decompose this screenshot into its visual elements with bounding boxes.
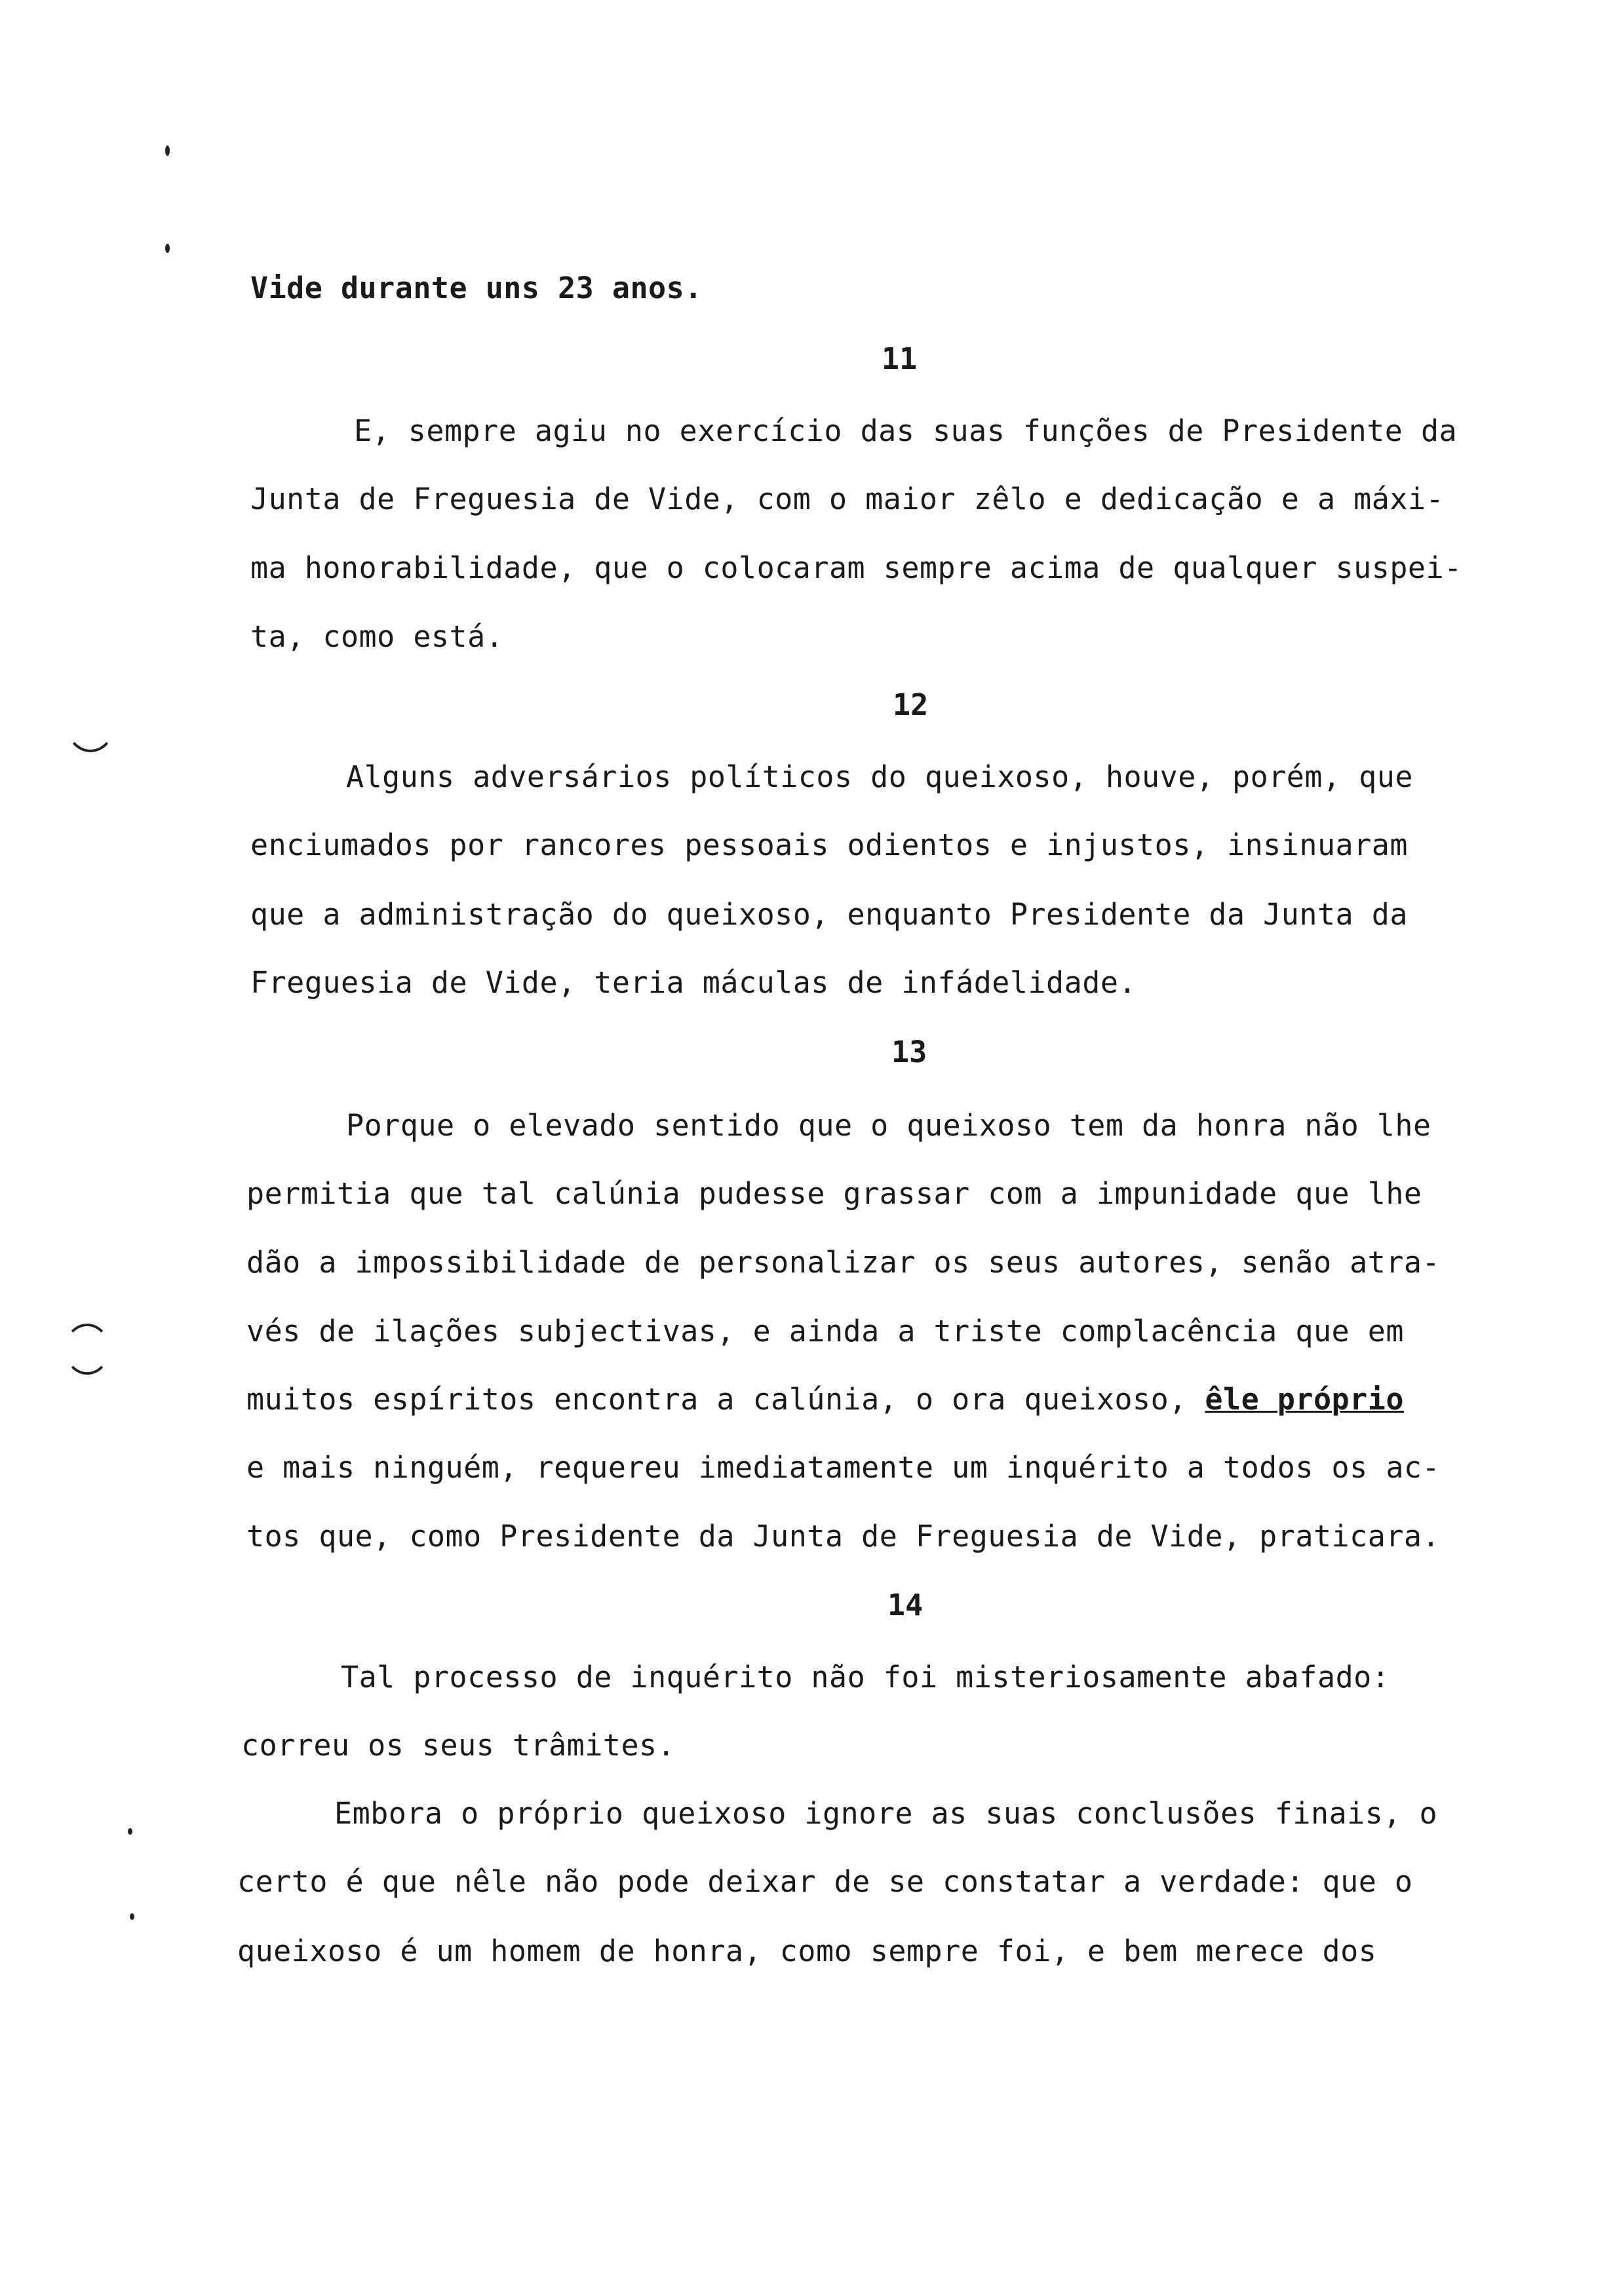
paragraph-line: queixoso é um homem de honra, como sempre foi, e bem merece dos: [237, 1934, 1377, 1968]
intro-line: Vide durante uns 23 anos.: [250, 271, 703, 305]
paragraph-line: Freguesia de Vide, teria máculas de infádelidade.: [250, 965, 1137, 1000]
margin-dot: [165, 145, 170, 156]
paragraph-line: que a administração do queixoso, enquanto Presidente da Junta da: [250, 897, 1408, 932]
underlined-phrase: êle próprio: [1205, 1382, 1404, 1417]
section-number: 14: [887, 1588, 924, 1622]
paragraph-line: correu os seus trâmites.: [241, 1728, 676, 1763]
margin-dot: [165, 244, 170, 253]
binding-hole-mark: [64, 1324, 110, 1375]
paragraph-line: Junta de Freguesia de Vide, com o maior zêlo e dedicação e a máxi-: [250, 482, 1445, 516]
paragraph-text: muitos espíritos encontra a calúnia, o ora queixoso,: [246, 1382, 1187, 1417]
paragraph-line: ta, como está.: [250, 619, 504, 654]
margin-dot: [128, 1828, 132, 1835]
section-number: 11: [882, 341, 918, 376]
paragraph-line: vés de ilações subjectivas, e ainda a triste complacência que em: [246, 1314, 1404, 1349]
paragraph-line: ma honorabilidade, que o colocaram sempre acima de qualquer suspei-: [250, 550, 1462, 585]
binding-hole-mark: [64, 688, 117, 752]
paragraph-line: dão a impossibilidade de personalizar os seus autores, senão atra-: [246, 1245, 1441, 1280]
margin-dot: [130, 1913, 134, 1920]
section-number: 13: [891, 1035, 927, 1069]
paragraph-line: Porque o elevado sentido que o queixoso tem da honra não lhe: [346, 1108, 1431, 1143]
paragraph-line: Alguns adversários políticos do queixoso, houve, porém, que: [346, 759, 1413, 794]
paragraph-line: enciumados por rancores pessoais odientos e injustos, insinuaram: [250, 828, 1408, 862]
paragraph-line: Tal processo de inquérito não foi misteriosamente abafado:: [341, 1660, 1390, 1694]
paragraph-line: e mais ninguém, requereu imediatamente um inquérito a todos os ac-: [246, 1450, 1441, 1485]
paragraph-line: E, sempre agiu no exercício das suas funções de Presidente da: [354, 413, 1458, 448]
paragraph-line: certo é que nêle não pode deixar de se constatar a verdade: que o: [237, 1864, 1413, 1899]
paragraph-line: permitia que tal calúnia pudesse grassar com a impunidade que lhe: [246, 1176, 1422, 1211]
paragraph-line: Embora o próprio queixoso ignore as suas conclusões finais, o: [334, 1796, 1438, 1831]
paragraph-line: [246, 1380, 1404, 1419]
section-number: 12: [893, 687, 929, 722]
paragraph-line: tos que, como Presidente da Junta de Freguesia de Vide, praticara.: [246, 1519, 1441, 1554]
